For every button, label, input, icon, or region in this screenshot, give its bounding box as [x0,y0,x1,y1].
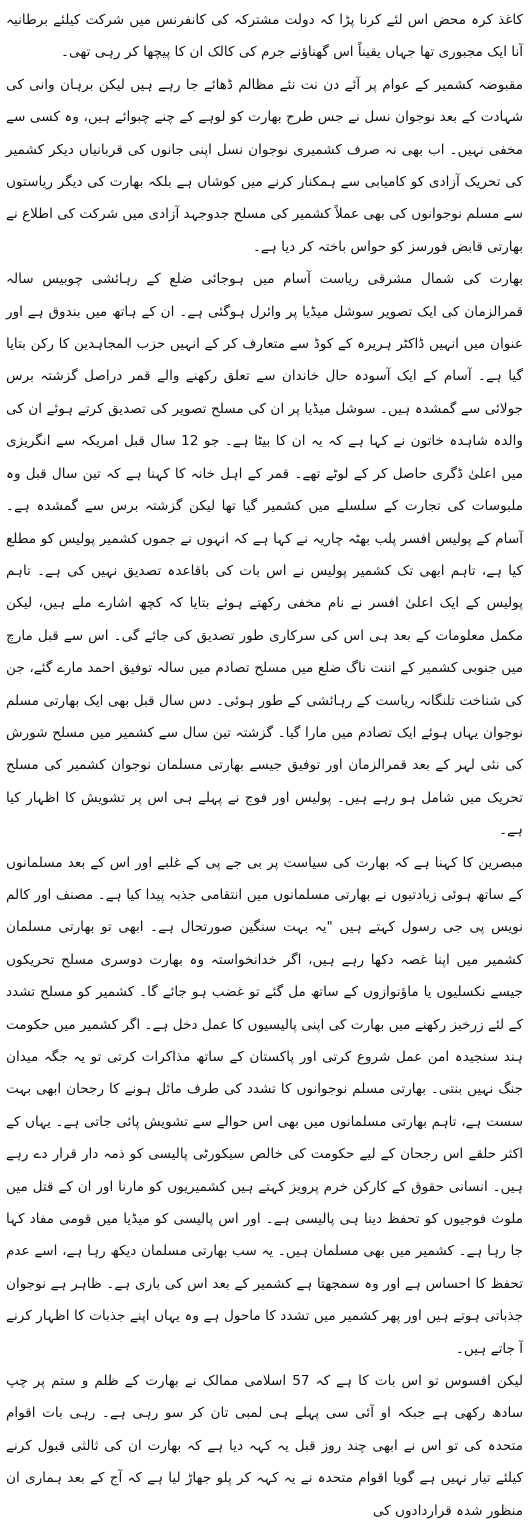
article-paragraph: مقبوضہ کشمیر کے عوام پر آئے دن نت نئے مظالم ڈھائے جا رہے ہیں لیکن برہان وانی کی شہادت کے بعد نوجوان نسل نے جس طرح بھارت کو لوہے کے چنے چبوائے ہیں، وہ کسی سے مخفی نہیں۔ اب بھی نہ صرف کشمیری نوجوان نسل اپنی جانوں کی قربانیاں دیکر کشمیر کی تحریک آزادی کو کامیابی سے ہمکنار کرنے میں کوشاں ہے بلکہ بھارت کی دیگر ریاستوں سے مسلم نوجوانوں کی بھی عملاً کشمیر کی مسلح جدوجہد آزادی میں شرکت کی اطلاع نے بھارتی قابض فورسز کو حواس باختہ کر دیا ہے۔ [6,76,523,255]
article-paragraph: کاغذ کرہ محض اس لئے کرنا پڑا کہ دولت مشترکہ کی کانفرنس میں شرکت کیلئے برطانیہ آنا ایک مجبوری تھا جہاں یقیناً اس گھناؤنے جرم کی کالک ان کا پیچھا کر رہی تھی۔ [6,12,523,61]
article-paragraph: لیکن افسوس تو اس بات کا ہے کہ 57 اسلامی ممالک نے بھارت کے ظلم و ستم پر چپ سادھ رکھی ہے جبکہ او آئی سی پہلے ہی لمبی تان کر سو رہی ہے۔ رہی بات اقوام متحدہ کی تو اس نے ابھی چند روز قبل یہ کہہ دیا ہے کہ بھارت ان کی ثالثی قبول کرنے کیلئے تیار نہیں ہے گویا اقوام متحدہ نے یہ کہہ کر پلو جھاڑ لیا ہے کہ آج کے بعد ہماری ان منظور شدہ قراردادوں کی [6,1373,523,1519]
article-paragraph: مبصرین کا کہنا ہے کہ بھارت کی سیاست پر بی جے پی کے غلبے اور اس کے بعد مسلمانوں کے ساتھ ہوئی زیادتیوں نے بھارتی مسلمانوں میں انتقامی جذبہ پیدا کیا ہے۔ مصنف اور کالم نویس پی جی رسول کہتے ہیں "یہ بہت سنگین صورتحال ہے۔ ابھی تو بھارتی مسلمان کشمیر میں اپنا غصہ دکھا رہے ہیں، اگر خدانخواستہ وہ بھارت دوسری مسلح تحریکوں جیسے نکسلیوں یا ماؤنوازوں کے ساتھ مل گئے تو غضب ہو جائے گا۔ کشمیر کو مسلح تشدد کے لئے زرخیز رکھنے میں بھارت کی اپنی پالیسیوں کا عمل دخل ہے۔ اگر کشمیر میں حکومت ہند سنجیدہ امن عمل شروع کرتی اور پاکستان کے ساتھ مذاکرات کرتی تو یہ جگہ میدان جنگ نہیں بنتی۔ بھارتی مسلم نوجوانوں کا تشدد کی طرف مائل ہونے کا رجحان ابھی بہت سست ہے، تاہم بھارتی مسلمانوں میں بھی اس حوالے سے تشویش پائی جاتی ہے۔ یہاں کے اکثر حلقے اس رجحان کے لیے حکومت کی خالص سیکورٹی پالیسی کو ذمہ دار قرار دے رہے ہیں۔ انسانی حقوق کے کارکن خرم پرویز کہتے ہیں کشمیریوں کو مارنا اور ان کے قتل میں ملوث فوجیوں کو تحفظ دینا ہی پالیسی ہے۔ اور اس پالیسی کو میڈیا میں قومی مفاد کہا جا رہا ہے۔ کشمیر میں بھی مسلمان ہیں۔ یہ سب بھارتی مسلمان دیکھ رہا ہے، اسے عدم تحفظ کا احساس ہے اور وہ سمجھتا ہے کشمیر کے بعد اس کی باری ہے۔ ظاہر ہے نوجوان جذباتی ہوتے ہیں اور پھر کشمیر میں تشدد کا ماحول ہے وہ یہاں اپنے جذبات کا اظہار کرنے آ جاتے ہیں۔ [6,854,523,1357]
article-paragraph: بھارت کی شمال مشرقی ریاست آسام میں ہوجائی ضلع کے رہائشی چوبیس سالہ قمرالزمان کی ایک تصویر سوشل میڈیا پر وائرل ہوگئی ہے۔ ان کے ہاتھ میں بندوق ہے اور عنوان میں انہیں ڈاکٹر ہریرہ کے کوڈ سے متعارف کر کے انہیں حزب المجاہدین کا رکن بتایا گیا ہے۔ آسام کے ایک آسودہ حال خاندان سے تعلق رکھنے والے قمر دراصل گزشتہ برس جولائی سے گمشدہ ہیں۔ سوشل میڈیا پر ان کی مسلح تصویر کی تصدیق کرتے ہوئے ان کی والدہ شاہدہ خاتون نے کہا ہے کہ یہ ان کا بیٹا ہے۔ جو 12 سال قبل امریکہ سے انگریزی میں اعلیٰ ڈگری حاصل کر کے لوٹے تھے۔ قمر کے اہل خانہ کا کہنا ہے کہ تین سال قبل وہ ملبوسات کی تجارت کے سلسلے میں کشمیر گیا تھا لیکن گزشتہ برس سے گمشدہ ہے۔ آسام کے پولیس افسر پلب بھٹہ چاریہ نے کہا ہے کہ انہوں نے جموں کشمیر پولیس کو مطلع کیا ہے، تاہم ابھی تک کشمیر پولیس نے اس بات کی باقاعدہ تصدیق نہیں کی ہے۔ تاہم پولیس کے ایک اعلیٰ افسر نے نام مخفی رکھتے ہوئے بتایا کہ کچھ اشارے ملے ہیں، لیکن مکمل معلومات کے بعد ہی اس کی سرکاری طور تصدیق کی جائے گی۔ اس سے قبل مارچ میں جنوبی کشمیر کے اننت ناگ ضلع میں مسلح تصادم میں سالہ توفیق احمد مارے گئے، جن کی شناخت تلنگانہ ریاست کے رہائشی کے طور ہوئی۔ دس سال قبل بھی ایک بھارتی مسلم نوجوان یہاں ہوئے ایک تصادم میں مارا گیا۔ گزشتہ تین سال سے کشمیر میں مسلح شورش کی نئی لہر کے بعد قمرالزمان اور توفیق جیسے بھارتی مسلمان نوجوان کشمیر کی مسلح تحریک میں شامل ہو رہے ہیں۔ پولیس اور فوج نے پہلے ہی اس پر تشویش کا اظہار کیا ہے۔ [6,271,523,839]
